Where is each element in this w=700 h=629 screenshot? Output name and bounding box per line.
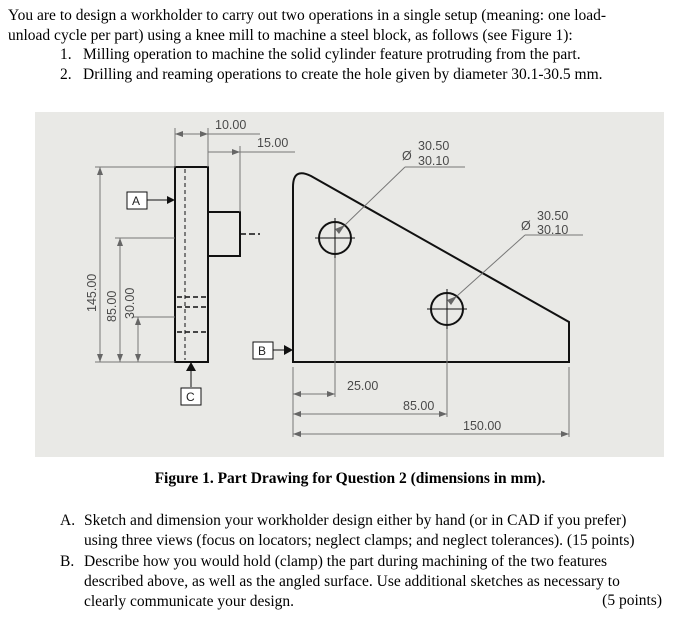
question-b-points: (5 points)	[602, 592, 662, 609]
question-b-label: B.	[60, 553, 75, 570]
hole-2-min-dim: 30.10	[537, 223, 569, 237]
dim-85-vertical: 85.00	[105, 290, 119, 322]
part-drawing-svg	[35, 112, 664, 457]
question-a-label: A.	[60, 512, 76, 529]
dim-15: 15.00	[257, 136, 289, 150]
hole-1-min-dim: 30.10	[418, 154, 450, 168]
operation-1-number: 1.	[60, 46, 72, 63]
hole-1	[315, 218, 355, 258]
intro-line-2: unload cycle per part) using a knee mill to machine a steel block, as follows (see Figure 1):	[8, 27, 573, 44]
datum-b-label: B	[258, 344, 267, 358]
dim-150: 150.00	[463, 419, 502, 433]
hole-2-max-dim: 30.50	[537, 209, 569, 223]
operation-1-text: Milling operation to machine the solid cylinder feature protruding from the part.	[83, 46, 581, 63]
diameter-symbol-1: Ø	[402, 149, 412, 163]
question-b-line-3: clearly communicate your design.	[84, 593, 295, 610]
question-a-line-1: Sketch and dimension your workholder design either by hand (or in CAD if you prefer)	[84, 512, 627, 529]
hole-1-max-dim: 30.50	[418, 139, 450, 153]
part-outline	[175, 167, 569, 362]
operation-2-number: 2.	[60, 66, 72, 83]
datum-c	[181, 362, 201, 405]
dim-10: 10.00	[215, 118, 247, 132]
diameter-symbol-2: Ø	[521, 219, 531, 233]
dim-30: 30.00	[123, 287, 137, 319]
operation-2-text: Drilling and reaming operations to create the hole given by diameter 30.1-30.5 mm.	[83, 66, 603, 83]
figure-caption: Figure 1. Part Drawing for Question 2 (dimensions in mm).	[154, 470, 546, 487]
hidden-lines	[177, 169, 260, 360]
dim-145: 145.00	[85, 273, 99, 312]
dim-85-horizontal: 85.00	[403, 399, 435, 413]
hole-2	[427, 289, 467, 329]
dim-25: 25.00	[347, 379, 379, 393]
question-b-line-1: Describe how you would hold (clamp) the part during machining of the two features	[84, 553, 607, 570]
datum-a-label: A	[132, 194, 141, 208]
datum-c-label: C	[186, 390, 195, 404]
dimension-lines	[95, 128, 583, 437]
datum-b	[253, 342, 293, 359]
question-b-line-2: described above, as well as the angled surface. Use additional sketches as necessary to	[84, 573, 620, 590]
intro-line-1: You are to design a workholder to carry out two operations in a single setup (meaning: one load-	[8, 7, 607, 24]
dimension-arrows	[97, 131, 569, 437]
part-drawing	[35, 112, 664, 457]
question-a-line-2: using three views (focus on locators; neglect clamps; and neglect tolerances). (15 points)	[84, 532, 635, 549]
datum-a	[127, 192, 175, 209]
